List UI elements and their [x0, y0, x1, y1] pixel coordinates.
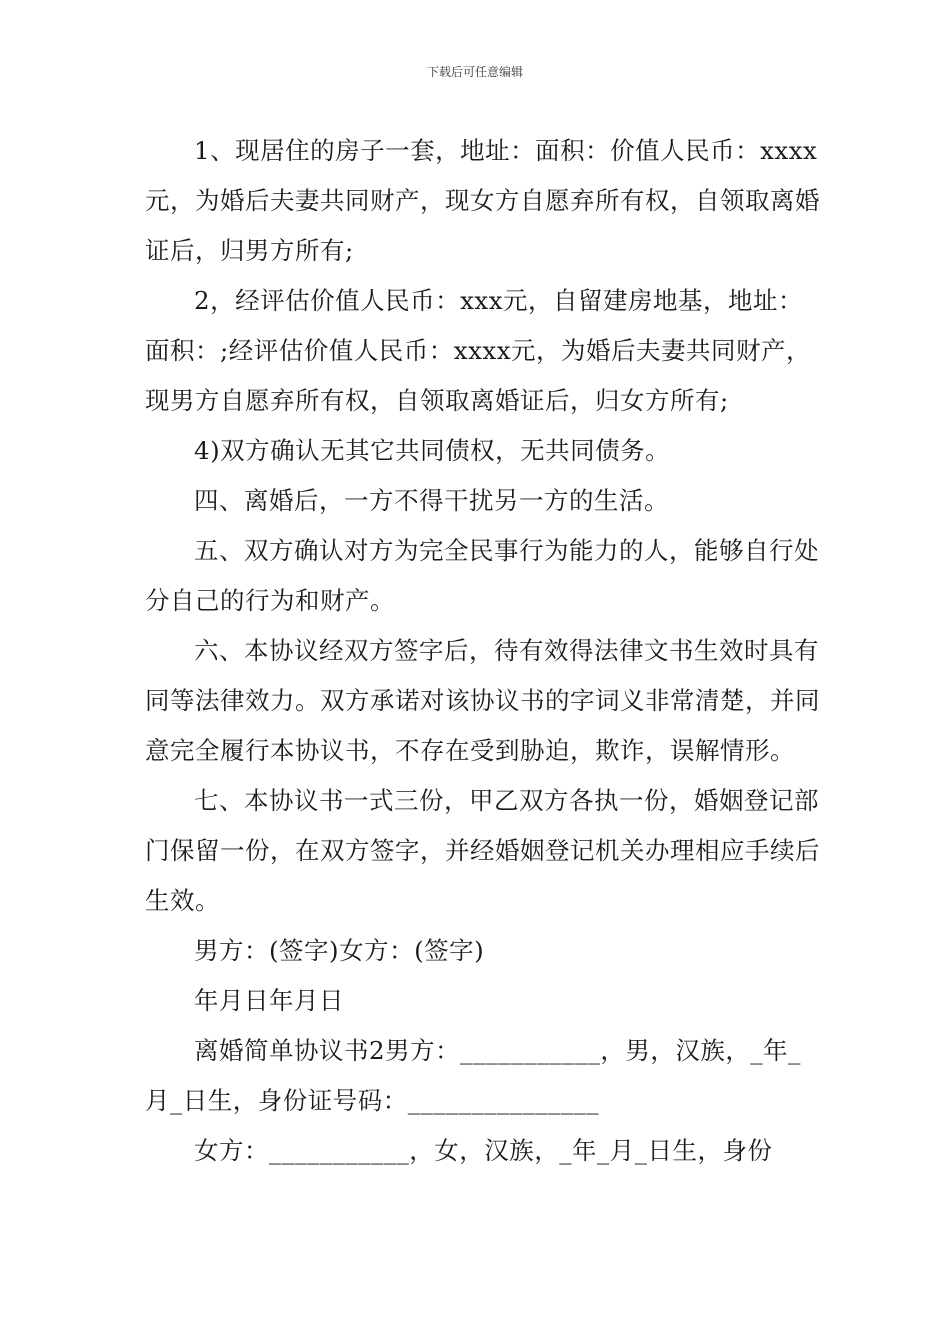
clause-house: 1、现居住的房子一套，地址：面积：价值人民币：xxxx元，为婚后夫妻共同财产，现女方自愿弃所有权，自领取离婚证后，归男方所有; [145, 136, 820, 265]
signature-line: 男方：(签字)女方：(签字) [194, 936, 485, 965]
clause-land: 2，经评估价值人民币：xxx元，自留建房地基，地址：面积：;经评估价值人民币：xxxx元，为婚后夫妻共同财产，现男方自愿弃所有权，自领取离婚证后，归女方所有; [145, 286, 812, 415]
page-header-note: 下载后可任意编辑 [426, 65, 523, 79]
date-line: 年月日年月日 [194, 986, 344, 1015]
clause-seven: 七、本协议书一式三份，甲乙双方各执一份，婚姻登记部门保留一份，在双方签字，并经婚姻登记机关办理相应手续后生效。 [145, 786, 820, 915]
clause-four: 四、离婚后，一方不得干扰另一方的生活。 [194, 486, 669, 515]
document-body [145, 126, 825, 1176]
agreement-2-husband: 离婚简单协议书2男方：___________，男，汉族，_年_月_日生，身份证号码：_______________ [145, 1036, 801, 1115]
clause-six: 六、本协议经双方签字后，待有效得法律文书生效时具有同等法律效力。双方承诺对该协议书的字词义非常清楚，并同意完全履行本协议书，不存在受到胁迫，欺诈，误解情形。 [145, 636, 820, 765]
clause-debts: 4)双方确认无其它共同债权，无共同债务。 [194, 436, 671, 465]
agreement-2-wife: 女方：___________，女，汉族，_年_月_日生，身份 [194, 1136, 773, 1165]
clause-five: 五、双方确认对方为完全民事行为能力的人，能够自行处分自己的行为和财产。 [145, 536, 819, 615]
